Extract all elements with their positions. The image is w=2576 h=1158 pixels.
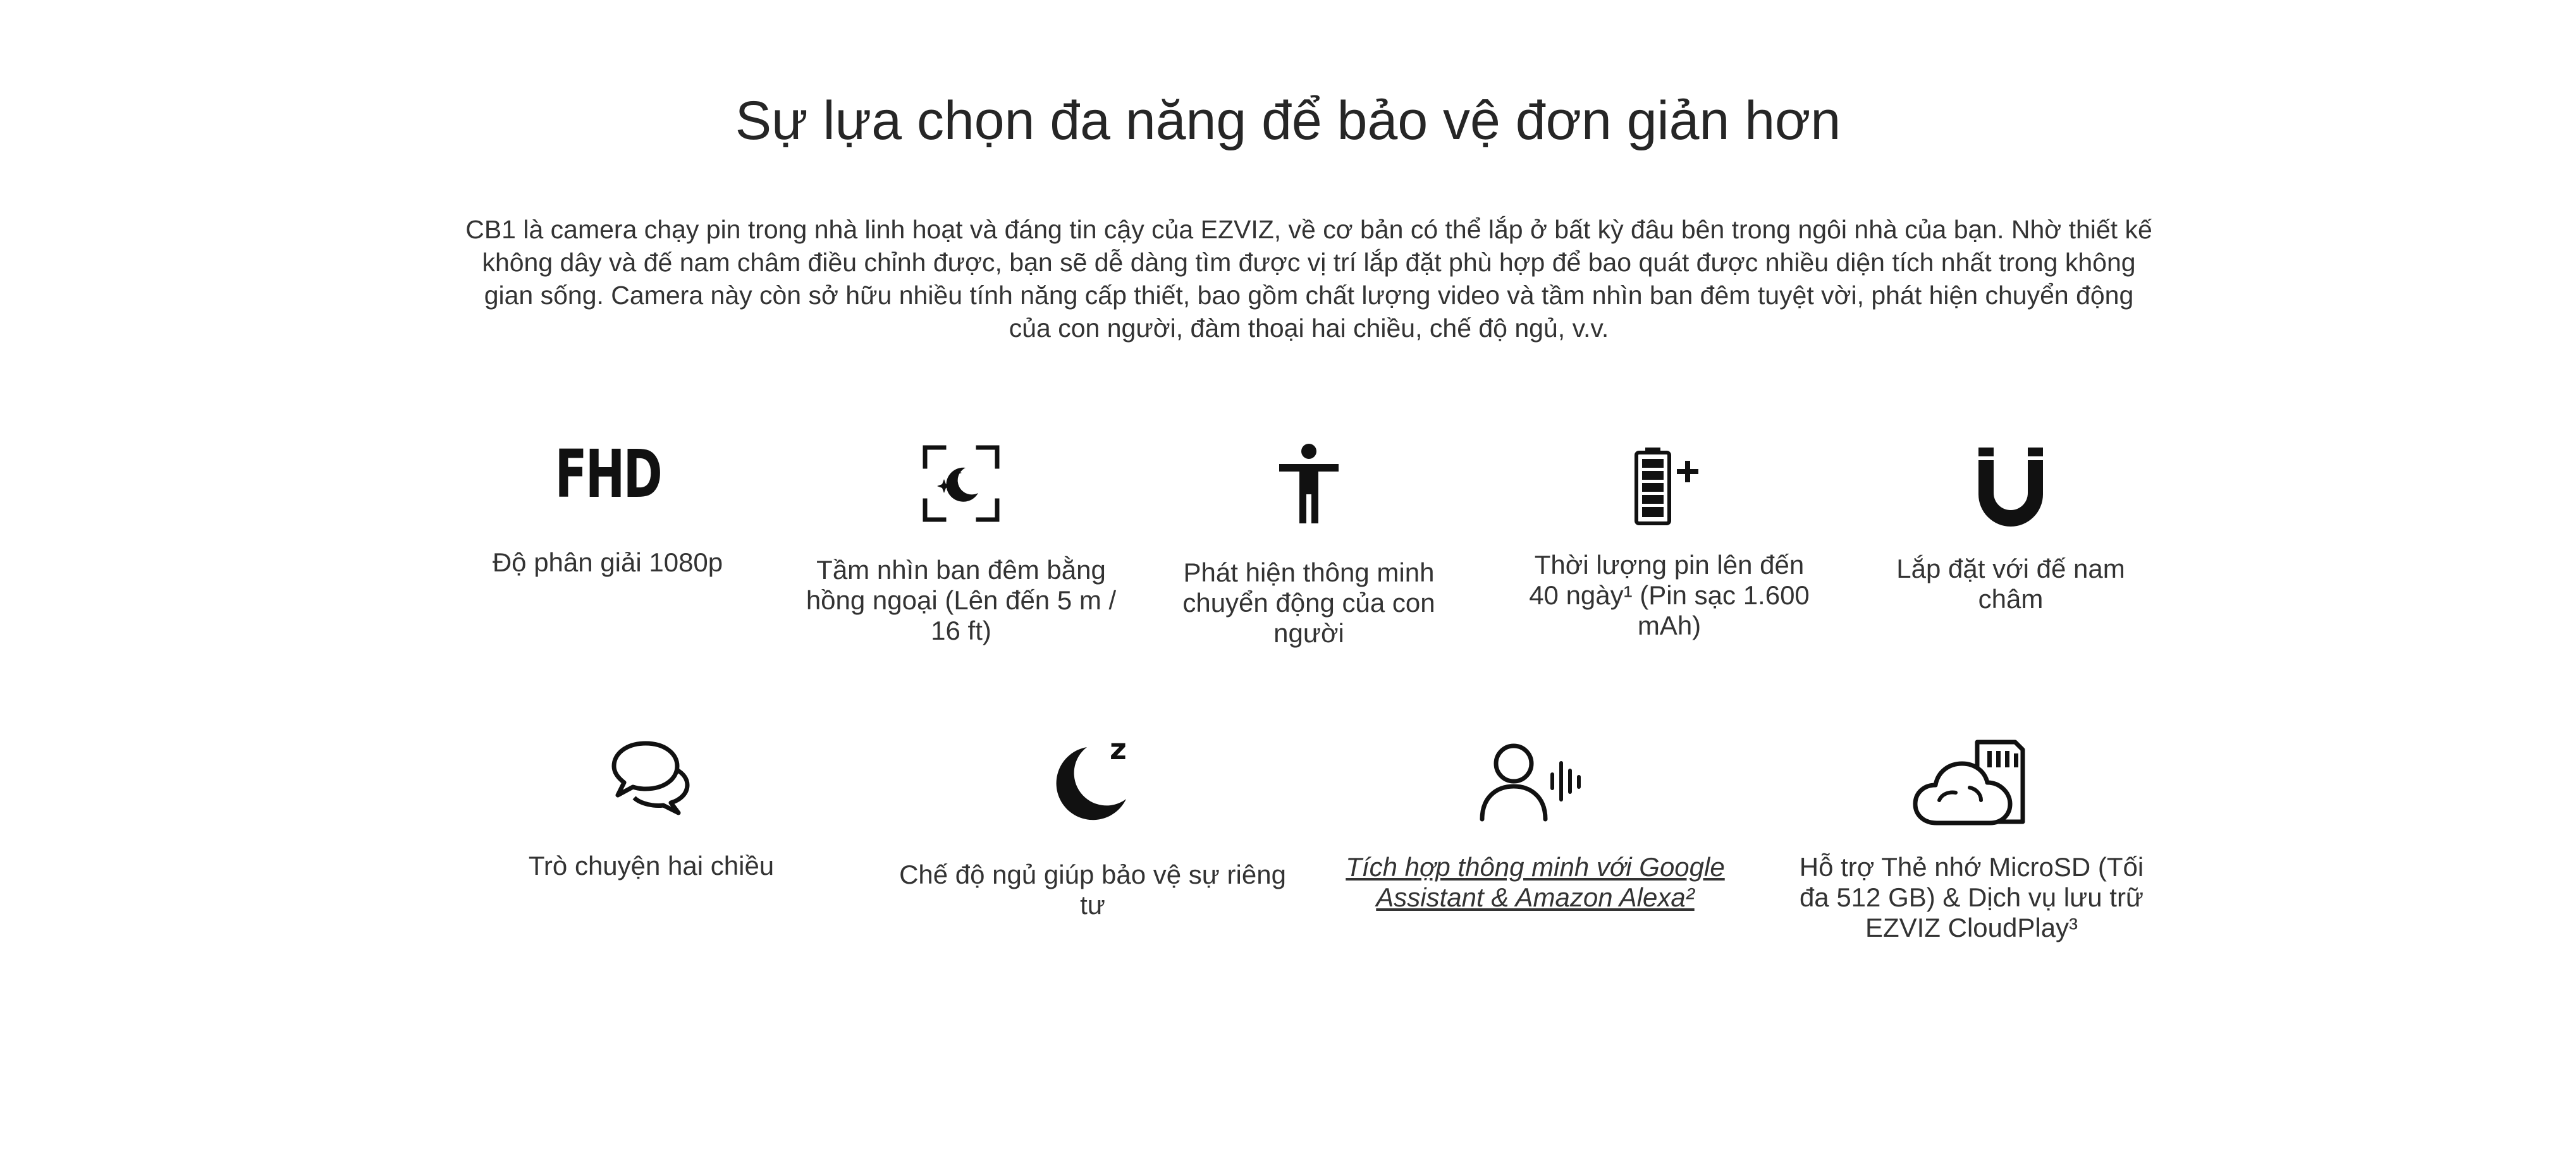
sleep-z-glyph: z — [1110, 732, 1127, 766]
feature-label: Thời lượng pin lên đến 40 ngày¹ (Pin sạc 1.600 mAh) — [1529, 550, 1810, 640]
feature-label: Hỗ trợ Thẻ nhớ MicroSD (Tối đa 512 GB) & Dịch vụ lưu trữ EZVIZ CloudPlay³ — [1799, 852, 2144, 942]
cloud-sd-card-icon — [1911, 740, 2032, 828]
magnet-icon — [1976, 448, 2045, 530]
feature-label: Độ phân giải 1080p — [492, 547, 723, 577]
feature-item-voice-assistant — [1339, 741, 1731, 913]
feature-label: Trò chuyện hai chiều — [528, 851, 775, 881]
night-vision-icon — [920, 442, 1002, 525]
feature-item-human-detection — [1176, 442, 1442, 649]
feature-label: Chế độ ngủ giúp bảo vệ sự riêng tư — [899, 860, 1286, 920]
voice-assistant-icon — [1478, 741, 1592, 823]
feature-item-resolution — [478, 436, 737, 578]
feature-item-two-way-talk — [506, 740, 797, 881]
feature-label: Tầm nhìn ban đêm bằng hồng ngoại (Lên đến 5 m / 16 ft) — [806, 555, 1117, 645]
feature-item-magnet — [1878, 448, 2144, 614]
chat-bubbles-icon — [610, 740, 692, 815]
section-intro: CB1 là camera chạy pin trong nhà linh hoạt và đáng tin cậy của EZVIZ, về cơ bản có thể lắp ở bất kỳ đâu bên trong ngôi nhà của bạn. Nhờ thiết kế không dây và đế nam châm điều chỉnh được, bạn sẽ dễ dàng tìm được vị trí lắp đặt phù hợp để bao quát được nhiều diện tích nhất trong không gian sống. Camera này còn sở hữu nhiều tính năng cấp thiết, bao gồm chất lượng video và tầm nhìn ban đêm tuyệt vời, phát hiện chuyển động của con người, đàm thoại hai chiều, chế độ ngủ, v.v. — [465, 215, 2152, 343]
feature-item-night-vision — [803, 442, 1119, 646]
battery-icon — [1631, 446, 1707, 526]
moon-sleep-icon — [1052, 732, 1134, 823]
feature-item-sleep-mode — [897, 732, 1289, 920]
feature-label: Phát hiện thông minh chuyển động của con người — [1182, 558, 1435, 648]
feature-item-battery — [1518, 446, 1821, 641]
section-title: Sự lựa chọn đa năng để bảo vệ đơn giản hơn — [735, 90, 1841, 151]
person-icon — [1274, 442, 1344, 525]
voice-assistant-link[interactable]: Tích hợp thông minh với Google Assistant & Amazon Alexa² — [1346, 852, 1725, 912]
feature-label: Lắp đặt với đế nam châm — [1896, 554, 2125, 614]
fhd-icon: FHD — [555, 436, 661, 513]
feature-item-storage — [1782, 740, 2161, 943]
